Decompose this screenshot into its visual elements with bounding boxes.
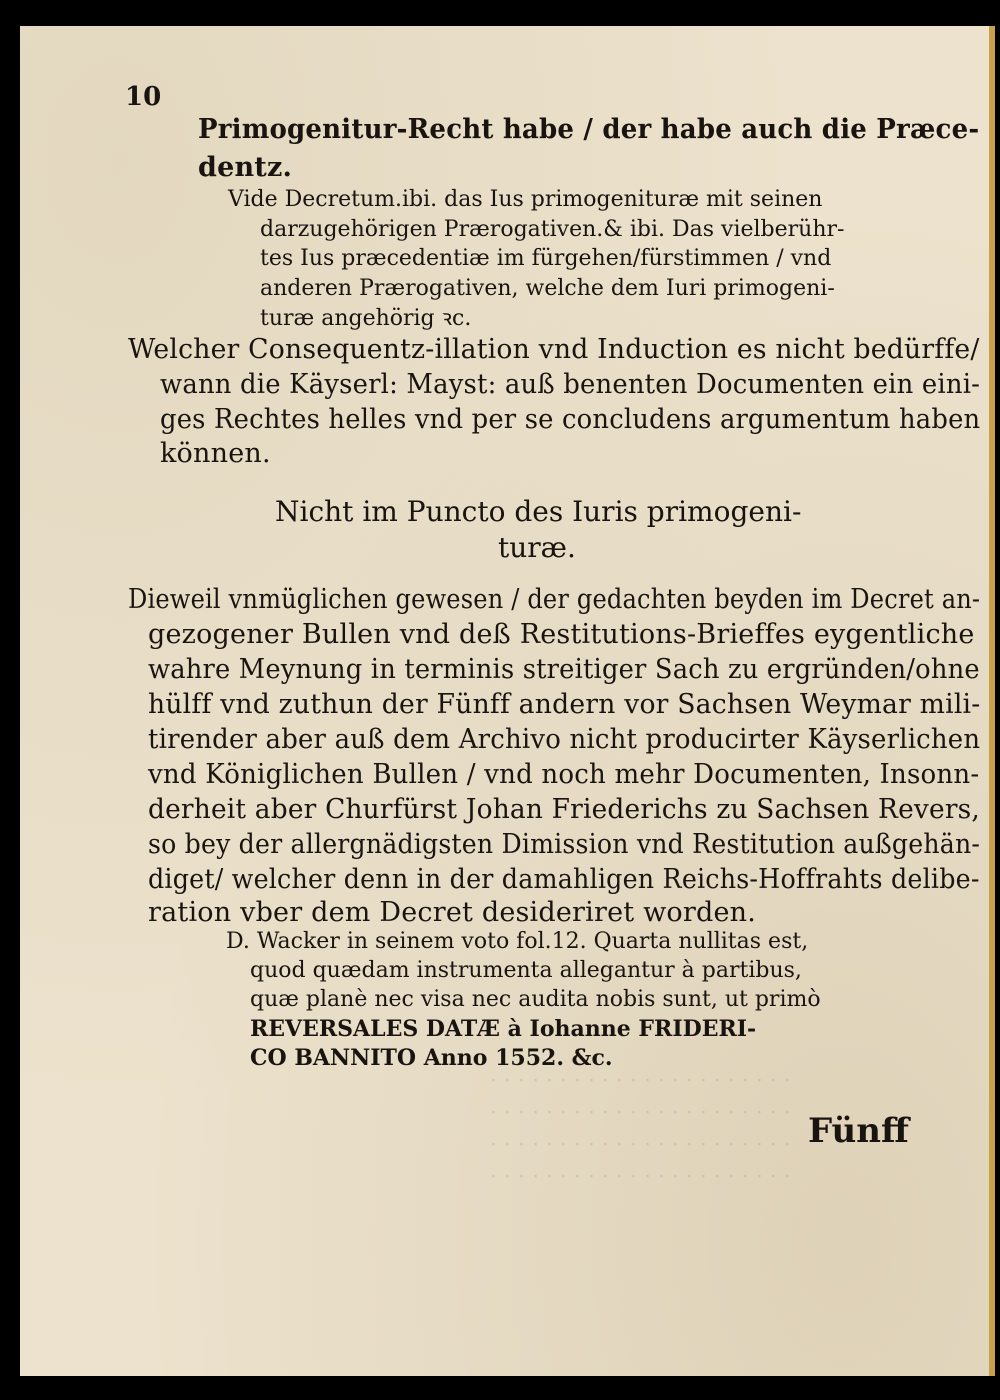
note1-line: darzugehörigen Prærogativen.& ibi. Das vielberühr-	[260, 217, 845, 242]
note2-line: CO BANNITO Anno 1552. &c.	[250, 1045, 613, 1071]
paragraph3-line: ration vber dem Decret desideriret worden.	[148, 897, 757, 928]
paragraph3-line: vnd Königlichen Bullen / vnd noch mehr Documenten, Insonn-	[148, 759, 980, 790]
paragraph3-line: derheit aber Churfürst Johan Friederichs zu Sachsen Revers,	[148, 794, 981, 825]
paragraph1-line: dentz.	[198, 152, 293, 183]
paragraph2-line: können.	[160, 438, 271, 469]
note2-line: quæ planè nec visa nec audita nobis sunt, ut primò	[250, 987, 821, 1012]
bleed-through-text: · · · · · · · · · · · · · · · · · · · · · · · · · · · · · · · · · · · · · · · · · · · · · · · · · · · · · · · · · · · · · · · · · · · · · · · · · · · · · · · · · · · · · · · ·	[490, 1069, 791, 1190]
paragraph3-line: tirender aber auß dem Archivo nicht producirter Käyserlichen	[148, 724, 981, 755]
note2-line: quod quædam instrumenta allegantur à partibus,	[250, 958, 802, 983]
catchword: Fünff	[808, 1111, 909, 1151]
paragraph1-line: Primogenitur-Recht habe / der habe auch die Præce-	[198, 114, 980, 145]
paragraph3-line: Dieweil vnmüglichen gewesen / der gedachten beyden im Decret an-	[128, 584, 981, 615]
paragraph3-line: hülff vnd zuthun der Fünff andern vor Sachsen Weymar mili-	[148, 689, 981, 720]
note1-line: tes Ius præcedentiæ im fürgehen/fürstimmen / vnd	[260, 246, 832, 271]
section-heading: turæ.	[498, 531, 576, 564]
paragraph2-line: Welcher Consequentz-illation vnd Induction es nicht bedürffe/	[128, 334, 980, 365]
note1-line: anderen Prærogativen, welche dem Iuri primogeni-	[260, 276, 835, 301]
paragraph3-line: so bey der allergnädigsten Dimission vnd Restitution außgehän-	[148, 829, 981, 860]
section-heading: Nicht im Puncto des Iuris primogeni-	[275, 495, 802, 528]
note1-line: turæ angehörig ꝛc.	[260, 306, 472, 331]
page-number: 10	[125, 82, 162, 112]
paragraph2-line: wann die Käyserl: Mayst: auß benenten Documenten ein eini-	[160, 369, 981, 400]
paragraph2-line: ges Rechtes helles vnd per se concludens argumentum haben	[160, 404, 981, 435]
note2-line: D. Wacker in seinem voto fol.12. Quarta nullitas est,	[226, 929, 809, 954]
paragraph3-line: gezogener Bullen vnd deß Restitutions-Brieffes eygentliche	[148, 619, 975, 650]
paragraph3-line: wahre Meynung in terminis streitiger Sach zu ergründen/ohne	[148, 654, 980, 685]
document-page	[20, 26, 995, 1376]
note1-line: Vide Decretum.ibi. das Ius primogenituræ mit seinen	[228, 187, 823, 212]
note2-line: REVERSALES DATÆ à Iohanne FRIDERI-	[250, 1016, 757, 1042]
paragraph3-line: diget/ welcher denn in der damahligen Reichs-Hoffrahts delibe-	[148, 864, 980, 895]
